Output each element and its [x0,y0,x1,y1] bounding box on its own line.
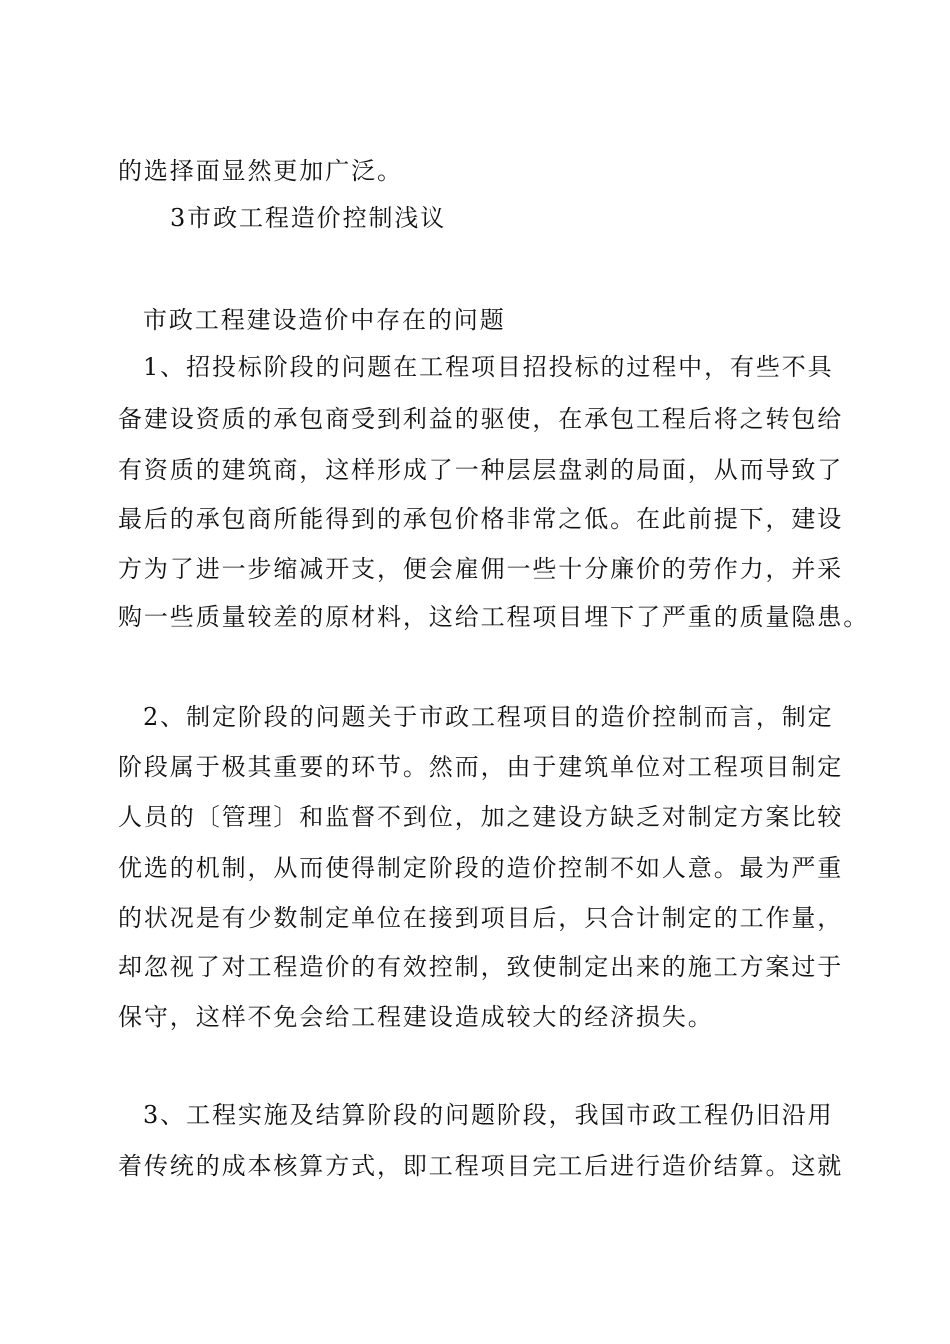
paragraph-1-line-2: 备建设资质的承包商受到利益的驱使，在承包工程后将之转包给 [118,405,844,433]
section-heading: 3市政工程造价控制浅议 [170,204,447,232]
paragraph-2-line-3: 人员的〔管理〕和监督不到位，加之建设方缺乏对制定方案比较 [118,803,844,831]
paragraph-1-line-4: 最后的承包商所能得到的承包价格非常之低。在此前提下，建设 [118,505,844,533]
paragraph-3-line-1: 3、工程实施及结算阶段的问题阶段，我国市政工程仍旧沿用 [143,1101,834,1129]
subheading: 市政工程建设造价中存在的问题 [143,306,506,334]
intro-tail-line: 的选择面显然更加广泛。 [118,157,403,185]
paragraph-2-line-5: 的状况是有少数制定单位在接到项目后，只合计制定的工作量， [118,904,844,932]
paragraph-2-line-6: 却忽视了对工程造价的有效控制，致使制定出来的施工方案过于 [118,953,844,981]
paragraph-2-line-4: 优选的机制，从而使得制定阶段的造价控制不如人意。最为严重 [118,854,844,882]
paragraph-1-line-6: 购一些质量较差的原材料，这给工程项目埋下了严重的质量隐患。 [118,603,870,631]
paragraph-2-line-1: 2、制定阶段的问题关于市政工程项目的造价控制而言，制定 [143,703,834,731]
paragraph-1-line-3: 有资质的建筑商，这样形成了一种层层盘剥的局面，从而导致了 [118,456,844,484]
paragraph-1-line-5: 方为了进一步缩减开支，便会雇佣一些十分廉价的劳作力，并采 [118,555,844,583]
paragraph-1-line-1: 1、招投标阶段的问题在工程项目招投标的过程中，有些不具 [143,353,834,381]
paragraph-2-line-2: 阶段属于极其重要的环节。然而，由于建筑单位对工程项目制定 [118,753,844,781]
paragraph-3-line-2: 着传统的成本核算方式，即工程项目完工后进行造价结算。这就 [118,1152,844,1180]
paragraph-2-line-7: 保守，这样不免会给工程建设造成较大的经济损失。 [118,1003,714,1031]
